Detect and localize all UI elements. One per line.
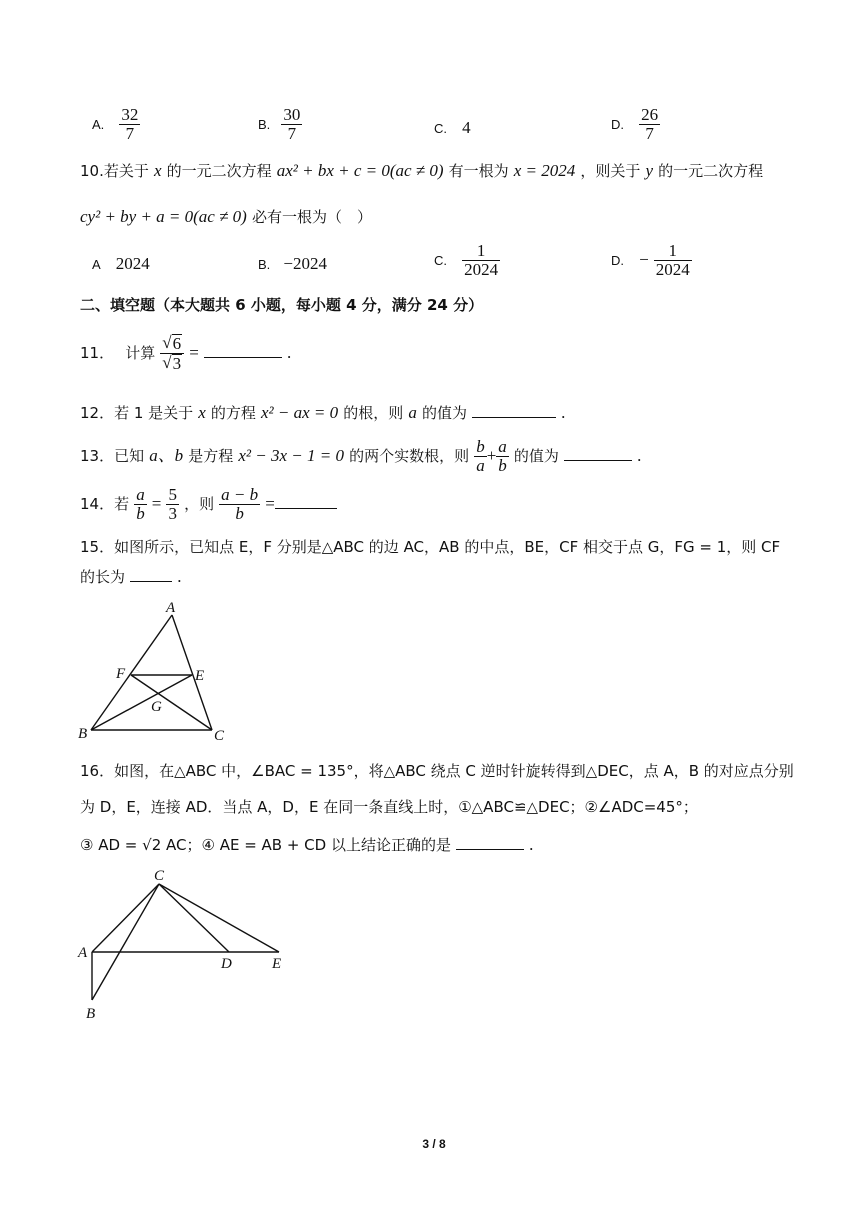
option-label: D. (611, 252, 624, 268)
answer-blank (472, 417, 556, 418)
label-b: B (78, 726, 88, 742)
q11: 11． 计算 √ 6 √ 3 = . (80, 333, 292, 373)
page-number: 3 / 8 (422, 1137, 446, 1151)
label-c: C (214, 728, 225, 744)
fraction: √ 6 √ 3 (160, 334, 184, 373)
fraction: $\frac{26}{7}$ (641, 105, 659, 143)
label-d: D (221, 956, 232, 972)
label-a: A (166, 600, 176, 616)
answer-blank (456, 849, 524, 850)
option-label: D. (611, 116, 624, 132)
answer-blank (564, 460, 632, 461)
option-label: A. (92, 116, 105, 132)
q9-option-c: C. 4 (434, 118, 471, 137)
section-heading: 二、填空题（本大题共 6 小题，每小题 4 分，满分 24 分） (80, 296, 484, 314)
q10-line2: cy² + by + a = 0(ac ≠ 0) 必有一根为（ ） (80, 207, 372, 226)
q16-line2: 为 D，E，连接 AD．当点 A，D，E 在同一条直线上时，①△ABC≌△DEC；②∠ADC=45°； (80, 798, 698, 816)
fraction: $\frac{a}{b}$ (498, 437, 507, 475)
equation: cy² + by + a = 0(ac ≠ 0) (80, 207, 247, 226)
q16-line1: 16．如图，在△ABC 中，∠BAC = 135°，将△ABC 绕点 C 逆时针旋转得到△DEC，点 A，B 的对应点分别 (80, 762, 794, 780)
fraction: $\frac{5}{3}$ (168, 485, 177, 523)
q10-option-c (434, 242, 500, 279)
q15-line2: 的长为 . (80, 567, 182, 586)
fraction: $\frac{30}{7}$ (283, 105, 301, 143)
answer-blank (275, 508, 337, 509)
q15-line1: 15．如图所示，已知点 E，F 分别是△ABC 的边 AC，AB 的中点，BE，CF 相交于点 G，FG = 1，则 CF (80, 538, 781, 556)
equation: ax² + bx + c = 0(ac ≠ 0) (276, 161, 444, 180)
option-label: A (92, 257, 101, 272)
segment-be (91, 675, 192, 730)
q16-line3: ③ AD = √2 AC；④ AE = AB + CD 以上结论正确的是 . (80, 835, 534, 854)
label-b: B (86, 1006, 96, 1022)
rotation-figure-16 (74, 864, 304, 1024)
label-e: E (272, 956, 282, 972)
label-c: C (154, 868, 165, 884)
fraction: $\frac{a}{b}$ (136, 485, 145, 523)
q10-option-b: B. −2024 (258, 254, 327, 273)
fraction: $\frac{1}{2024}$ (655, 241, 690, 279)
fraction: $\frac{b}{a}$ (476, 437, 485, 475)
fraction: $\frac{a - b}{b}$ (221, 485, 259, 523)
option-label: C. (434, 121, 447, 136)
answer-blank (130, 581, 172, 582)
label-a: A (78, 945, 88, 961)
option-label: C. (434, 252, 447, 268)
q10-option-a: A 2024 (92, 254, 150, 273)
side-ac (172, 615, 212, 730)
label-e: E (195, 668, 205, 684)
q9-option-d (611, 106, 660, 143)
root-value: x = 2024 (513, 161, 576, 180)
answer-blank (204, 357, 282, 358)
q14: 14．若 $\frac{a}{b}$ = $\frac{5}{3}$ ，则 $\frac{a - b}{b}$ = (80, 486, 337, 523)
option-label: B. (258, 116, 271, 132)
option-label: B. (258, 257, 271, 272)
label-g: G (151, 699, 162, 715)
q13: 13．已知 a、b 是方程 x² − 3x − 1 = 0 的两个实数根，则 $\frac{b}{a}$ + $\frac{a}{b}$ 的值为 . (80, 437, 642, 475)
fraction: $\frac{1}{2024}$ (464, 241, 499, 279)
q10-line1: 10.若关于 x 的一元二次方程 ax² + bx + c = 0(ac ≠ 0) 有一根为 x = 2024 ，则关于 y 的一元二次方程 (80, 161, 764, 180)
q10-option-d: D. − $\frac{1}{2024}$ (611, 241, 690, 279)
equation: x² − 3x − 1 = 0 (238, 445, 344, 465)
triangle-figure-15 (74, 598, 244, 748)
equation: x² − ax = 0 (261, 403, 339, 422)
q12: 12．若 1 是关于 x 的方程 x² − ax = 0 的根，则 a 的值为 . (80, 403, 566, 422)
fraction: $\frac{32}{7}$ (121, 105, 139, 143)
q9-option-b (258, 106, 302, 143)
q9-option-a (92, 106, 140, 143)
label-f: F (116, 666, 126, 682)
